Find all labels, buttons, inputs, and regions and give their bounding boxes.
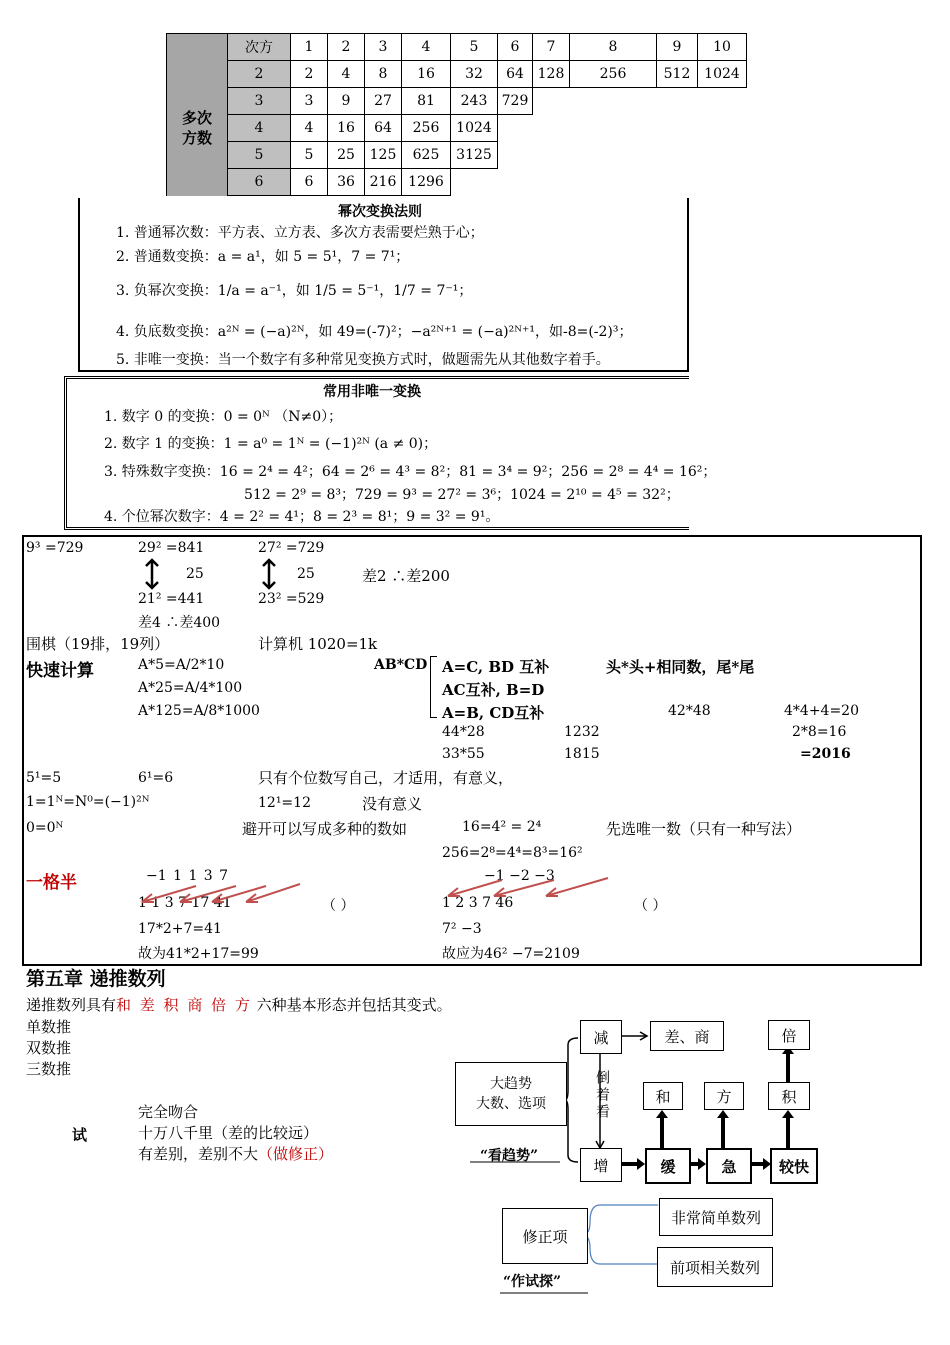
table-cell: 5 [228, 142, 291, 169]
try-item: 有差别，差别不大（做修正） [138, 1145, 334, 1163]
grid-title: 一格半 [26, 873, 77, 893]
product-box: 积 [768, 1082, 810, 1110]
try-item: 十万八千里（差的比较远） [138, 1124, 319, 1142]
note: A=C, BD 互补 [442, 658, 550, 676]
table-cell: 16 [328, 115, 365, 142]
type-item: 三数推 [26, 1060, 72, 1078]
table-cell: 1296 [402, 169, 451, 196]
note: 25 [186, 566, 204, 582]
fast-calc-title: 快速计算 [26, 661, 94, 681]
related-sequence-box: 前项相关数列 [657, 1247, 773, 1287]
table-cell: 6 [228, 169, 291, 196]
table-cell: 216 [365, 169, 402, 196]
note: 25 [297, 566, 315, 582]
bracket [430, 656, 437, 718]
note: 44*28 [442, 724, 485, 740]
note: 21² =441 [138, 591, 205, 607]
note: 27² =729 [258, 540, 325, 556]
header-cell: 8 [570, 34, 657, 61]
table-cell: 125 [365, 142, 402, 169]
fast-box: 急 [706, 1148, 752, 1184]
note: 0=0ᴺ [26, 820, 64, 836]
note: 4*4+4=20 [784, 703, 859, 719]
note: 差4 ∴差400 [138, 615, 221, 631]
table-cell: 256 [570, 61, 657, 88]
sequence: 1 2 3 7 46 [442, 895, 514, 911]
note: A*125=A/8*1000 [138, 703, 260, 719]
sequence-diff: −1 1 1 3 7 [146, 868, 229, 884]
simple-sequence-box: 非常简单数列 [659, 1198, 773, 1236]
arrows-icon [136, 880, 306, 904]
note: 29² =841 [138, 540, 205, 556]
table-cell: 4 [291, 115, 328, 142]
slow-box: 缓 [645, 1148, 691, 1184]
note: 1=1ᴺ=N⁰=(−1)²ᴺ [26, 794, 150, 810]
type-item: 双数推 [26, 1039, 72, 1057]
table-cell: 1024 [698, 61, 747, 88]
table-cell: 36 [328, 169, 365, 196]
decrease-box: 减 [580, 1020, 622, 1054]
note: 16=4² = 2⁴ [462, 819, 542, 835]
table-cell: 32 [451, 61, 498, 88]
header-cell: 5 [451, 34, 498, 61]
table-cell: 1024 [451, 115, 498, 142]
faster-box: 较快 [770, 1148, 818, 1184]
table-cell: 64 [365, 115, 402, 142]
rule-item: 1. 数字 0 的变换：0 = 0ᴺ （N≠0）； [104, 409, 343, 425]
header-cell: 2 [328, 34, 365, 61]
table-cell: 2 [228, 61, 291, 88]
diff-quotient-box: 差、商 [650, 1021, 724, 1051]
note: 23² =529 [258, 591, 325, 607]
note: A=B, CD互补 [442, 704, 545, 722]
note: 头*头+相同数，尾*尾 [606, 658, 755, 676]
table-cell: 3 [228, 88, 291, 115]
note: =2016 [800, 746, 851, 762]
note: 33*55 [442, 746, 485, 762]
table-cell: 16 [402, 61, 451, 88]
chapter-title: 第五章 递推数列 [26, 968, 166, 990]
trial-label: “作试探” [503, 1274, 562, 1290]
table-cell: 81 [402, 88, 451, 115]
header-cell: 6 [498, 34, 533, 61]
times-box: 倍 [768, 1020, 810, 1050]
table-cell: 243 [451, 88, 498, 115]
note: 17*2+7=41 [138, 921, 222, 937]
table-cell: 2 [291, 61, 328, 88]
table-cell: 25 [328, 142, 365, 169]
table-cell: 4 [228, 115, 291, 142]
table-cell: 3125 [451, 142, 498, 169]
note: 没有意义 [362, 795, 423, 813]
table-cell: 512 [657, 61, 698, 88]
note: 42*48 [668, 703, 711, 719]
sequence: 1 1 3 7 17 41 [138, 895, 232, 911]
big-trend-box: 大趋势 大数、选项 [455, 1062, 567, 1126]
look-trend-label: “看趋势” [480, 1148, 539, 1164]
note: A*5=A/2*10 [138, 657, 225, 673]
table-cell: 128 [533, 61, 570, 88]
note: 差2 ∴差200 [362, 567, 450, 585]
power-table [166, 33, 747, 196]
header-cell: 4 [402, 34, 451, 61]
note: AC互补, B=D [442, 681, 545, 699]
rule-item: 512 = 2⁹ = 8³；729 = 9³ = 27² = 3⁶；1024 = 2¹⁰ = 4⁵ = 32²； [244, 487, 680, 503]
side-label: 多次方数 [167, 61, 228, 196]
double-arrow-icon [144, 558, 160, 590]
answer-blank: （ ） [322, 898, 355, 914]
note: 9³ =729 [26, 540, 84, 556]
nonunique-title: 常用非唯一变换 [323, 384, 421, 400]
correction-box: 修正项 [502, 1208, 588, 1264]
table-cell: 9 [328, 88, 365, 115]
header-cell: 次方 [228, 34, 291, 61]
table-cell: 4 [328, 61, 365, 88]
rule-item: 4. 个位幂次数字：4 = 2² = 4¹；8 = 2³ = 8¹；9 = 3² = 9¹。 [104, 509, 500, 525]
note: 12¹=12 [258, 795, 311, 811]
note: A*25=A/4*100 [138, 680, 243, 696]
note: 1232 [564, 724, 600, 740]
table-cell: 8 [365, 61, 402, 88]
note: 先选唯一数（只有一种写法） [606, 820, 802, 838]
table-cell: 729 [498, 88, 533, 115]
note: 7² −3 [442, 921, 482, 937]
note: 故应为46² −7=2109 [442, 946, 580, 962]
header-cell: 10 [698, 34, 747, 61]
rule-item: 2. 普通数变换：a = a¹，如 5 = 5¹，7 = 7¹； [116, 249, 410, 265]
increase-box: 增 [580, 1148, 622, 1182]
power-rules-title: 幂次变换法则 [338, 204, 422, 220]
arrows-icon [442, 874, 612, 900]
table-cell: 27 [365, 88, 402, 115]
table-cell: 256 [402, 115, 451, 142]
try-label: 试 [72, 1126, 88, 1144]
header-cell: 3 [365, 34, 402, 61]
rule-item: 4. 负底数变换：a²ᴺ = (−a)²ᴺ，如 49=(-7)²；−a²ᴺ⁺¹ = (−a)²ᴺ⁺¹，如-8=(-2)³； [116, 324, 633, 340]
table-cell: 64 [498, 61, 533, 88]
rule-item: 1. 普通幂次数：平方表、立方表、多次方表需要烂熟于心； [116, 225, 484, 241]
sequence-diff: −1 −2 −3 [484, 868, 555, 884]
note: AB*CD [374, 657, 428, 673]
note: 1815 [564, 746, 600, 762]
note: 5¹=5 [26, 770, 62, 786]
table-cell: 3 [291, 88, 328, 115]
note: 计算机 1020=1k [258, 635, 378, 653]
header-cell: 7 [533, 34, 570, 61]
sum-box: 和 [643, 1082, 683, 1110]
type-item: 单数推 [26, 1018, 72, 1036]
double-arrow-icon [261, 558, 277, 590]
table-cell: 625 [402, 142, 451, 169]
try-item: 完全吻合 [138, 1103, 199, 1121]
header-cell: 1 [291, 34, 328, 61]
note: 2*8=16 [792, 724, 847, 740]
rule-item: 3. 负幂次变换：1/a = a⁻¹，如 1/5 = 5⁻¹，1/7 = 7⁻¹； [116, 283, 473, 299]
answer-blank: （ ） [634, 898, 667, 914]
reverse-label: 倒着看 [594, 1070, 610, 1121]
note: 6¹=6 [138, 770, 174, 786]
table-cell: 5 [291, 142, 328, 169]
note: 256=2⁸=4⁴=8³=16² [442, 845, 583, 861]
chapter-intro: 递推数列具有和 差 积 商 倍 方 六种基本形态并包括其变式。 [26, 996, 452, 1014]
note: 只有个位数写自己，才适用，有意义， [258, 769, 514, 787]
rule-item: 2. 数字 1 的变换：1 = a⁰ = 1ᴺ = (−1)²ᴺ (a ≠ 0)； [104, 436, 438, 452]
rule-item: 3. 特殊数字变换：16 = 2⁴ = 4²；64 = 2⁶ = 4³ = 8²；81 = 3⁴ = 9²；256 = 2⁸ = 4⁴ = 16²； [104, 464, 717, 480]
note: 避开可以写成多种的数如 [242, 820, 408, 838]
note: 围棋（19排，19列） [26, 635, 170, 653]
note: 故为41*2+17=99 [138, 946, 259, 962]
power-box: 方 [704, 1082, 744, 1110]
rule-item: 5. 非唯一变换：当一个数字有多种常见变换方式时，做题需先从其他数字着手。 [116, 352, 610, 368]
table-cell: 6 [291, 169, 328, 196]
header-cell: 9 [657, 34, 698, 61]
